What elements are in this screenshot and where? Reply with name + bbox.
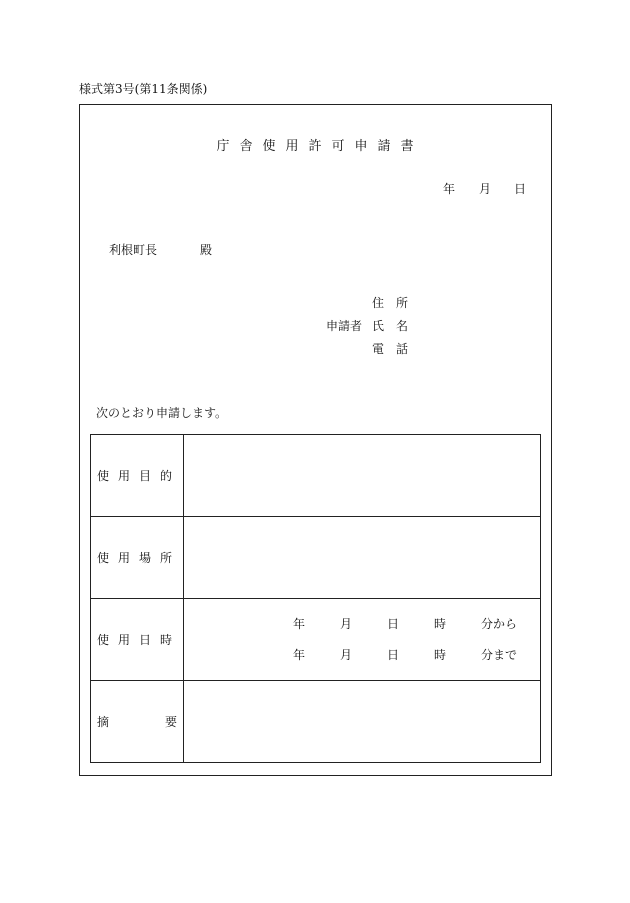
from-minute: 分から (481, 617, 518, 631)
remarks-input-cell[interactable] (184, 681, 541, 763)
remarks-label-right: 要 (164, 715, 177, 729)
applicant-group-label: 申請者 (326, 319, 363, 333)
from-year: 年 (293, 617, 306, 631)
datetime-input-cell[interactable] (184, 599, 541, 681)
purpose-label-cell (91, 435, 184, 517)
date-month: 月 (479, 182, 492, 196)
applicant-phone-label: 電 話 (372, 342, 409, 356)
to-hour: 時 (434, 648, 447, 662)
datetime-label: 使用日時 (97, 633, 182, 647)
from-hour: 時 (434, 617, 447, 631)
remarks-label-cell (91, 681, 184, 763)
datetime-from-line (184, 617, 540, 631)
applicant-name-label: 氏 名 (372, 319, 409, 333)
place-label: 使用場所 (97, 551, 182, 565)
intro-text: 次のとおり申請します。 (96, 406, 228, 420)
form-title: 庁舎使用許可申請書 (216, 139, 424, 154)
place-label-cell (91, 517, 184, 599)
from-month: 月 (340, 617, 353, 631)
addressee-name: 利根町長 (109, 243, 158, 257)
date-year: 年 (443, 182, 456, 196)
table-row (91, 599, 541, 681)
date-day: 日 (514, 182, 527, 196)
to-day: 日 (387, 648, 400, 662)
place-input-cell[interactable] (184, 517, 541, 599)
remarks-label-left: 摘 (97, 715, 110, 729)
table-row (91, 517, 541, 599)
datetime-to-line (184, 648, 540, 662)
from-day: 日 (387, 617, 400, 631)
addressee-honorific: 殿 (200, 243, 213, 257)
table-row (91, 681, 541, 763)
table-row (91, 435, 541, 517)
form-number-label: 様式第3号(第11条関係) (79, 82, 208, 96)
applicant-address-label: 住 所 (372, 296, 409, 310)
datetime-label-cell (91, 599, 184, 681)
to-minute: 分まで (481, 648, 518, 662)
to-year: 年 (293, 648, 306, 662)
to-month: 月 (340, 648, 353, 662)
purpose-input-cell[interactable] (184, 435, 541, 517)
purpose-label: 使用目的 (97, 469, 182, 483)
application-table (90, 434, 541, 763)
